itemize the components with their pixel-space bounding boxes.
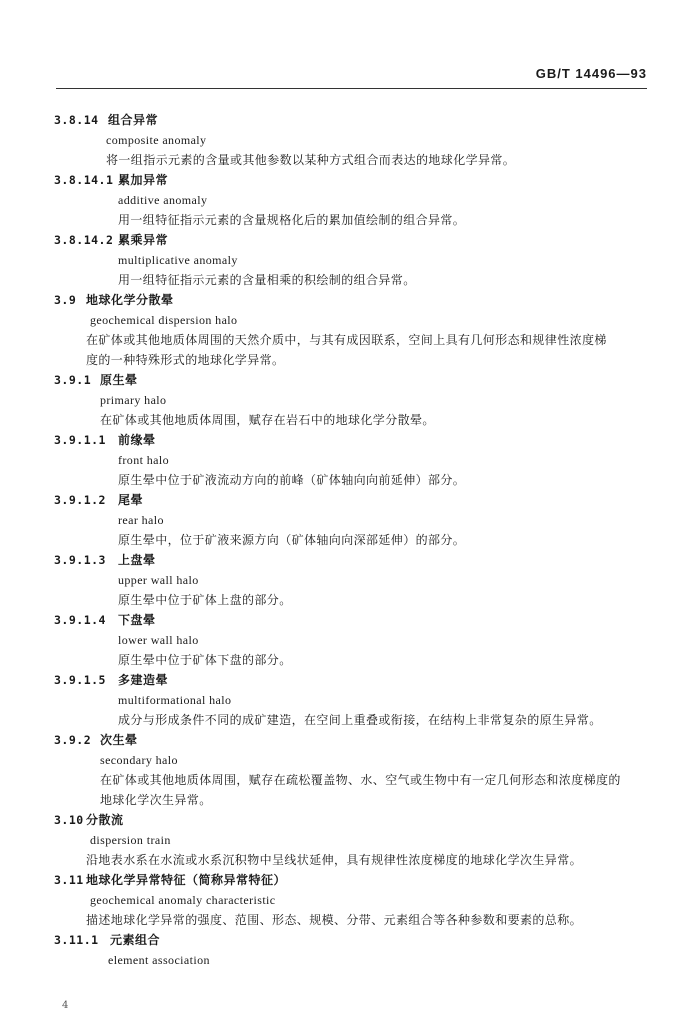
term-definition: 描述地球化学异常的强度、范围、形态、规模、分带、元素组合等各种参数和要素的总称。 — [86, 913, 583, 927]
term-english: geochemical anomaly characteristic — [90, 893, 276, 907]
term-entry — [0, 290, 689, 370]
term-entry — [0, 610, 689, 670]
term-line — [0, 670, 689, 690]
term-english-line — [0, 690, 689, 710]
term-definition: 原生晕中，位于矿液来源方向（矿体轴向向深部延伸）的部分。 — [118, 533, 466, 547]
page-number: 4 — [62, 1000, 69, 1011]
term-chinese: 原生晕 — [100, 373, 138, 387]
definition-line — [0, 770, 689, 790]
term-english-line — [0, 570, 689, 590]
term-entry — [0, 230, 689, 290]
definition-line — [0, 350, 689, 370]
term-english-line — [0, 190, 689, 210]
term-number: 3.11 — [54, 873, 84, 887]
term-number: 3.9.2 — [54, 733, 92, 747]
term-chinese: 元素组合 — [110, 933, 161, 947]
term-english-line — [0, 510, 689, 530]
term-chinese: 前缘晕 — [118, 433, 156, 447]
term-definition: 成分与形成条件不同的成矿建造，在空间上重叠或衔接，在结构上非常复杂的原生异常。 — [118, 713, 602, 727]
term-entry — [0, 490, 689, 550]
definition-line — [0, 470, 689, 490]
term-line — [0, 290, 689, 310]
term-line — [0, 550, 689, 570]
term-english-line — [0, 390, 689, 410]
term-entry — [0, 730, 689, 810]
term-english: upper wall halo — [118, 573, 199, 587]
term-definition: 地球化学次生异常。 — [100, 793, 212, 807]
term-entry — [0, 810, 689, 870]
term-definition: 用一组特征指示元素的含量相乘的积绘制的组合异常。 — [118, 273, 416, 287]
term-english: composite anomaly — [106, 133, 207, 147]
definition-line — [0, 710, 689, 730]
term-entry — [0, 930, 689, 970]
definition-line — [0, 270, 689, 290]
term-english-line — [0, 450, 689, 470]
term-entry — [0, 550, 689, 610]
term-english: lower wall halo — [118, 633, 199, 647]
term-english: additive anomaly — [118, 193, 208, 207]
term-definition: 原生晕中位于矿液流动方向的前峰（矿体轴向向前延伸）部分。 — [118, 473, 466, 487]
term-line — [0, 370, 689, 390]
term-line — [0, 810, 689, 830]
term-number: 3.9.1.4 — [54, 613, 106, 627]
term-definition: 沿地表水系在水流或水系沉积物中呈线状延伸，具有规律性浓度梯度的地球化学次生异常。 — [86, 853, 583, 867]
term-line — [0, 870, 689, 890]
term-english: rear halo — [118, 513, 164, 527]
term-line — [0, 170, 689, 190]
term-chinese: 组合异常 — [108, 113, 159, 127]
term-line — [0, 490, 689, 510]
term-english-line — [0, 750, 689, 770]
term-english: dispersion train — [90, 833, 171, 847]
header-rule — [56, 88, 647, 89]
term-entry — [0, 870, 689, 930]
term-chinese: 多建造晕 — [118, 673, 169, 687]
term-definition: 在矿体或其他地质体周围，赋存在岩石中的地球化学分散晕。 — [100, 413, 435, 427]
term-english-line — [0, 950, 689, 970]
term-entries — [0, 110, 689, 970]
definition-line — [0, 850, 689, 870]
term-definition: 原生晕中位于矿体下盘的部分。 — [118, 653, 292, 667]
term-english-line — [0, 310, 689, 330]
term-definition: 在矿体或其他地质体周围的天然介质中，与其有成因联系，空间上具有几何形态和规律性浓度梯 — [86, 333, 607, 347]
term-english-line — [0, 250, 689, 270]
definition-line — [0, 790, 689, 810]
term-line — [0, 230, 689, 250]
term-line — [0, 610, 689, 630]
definition-line — [0, 150, 689, 170]
term-number: 3.8.14.2 — [54, 233, 114, 247]
term-entry — [0, 430, 689, 490]
term-english-line — [0, 830, 689, 850]
term-chinese: 下盘晕 — [118, 613, 156, 627]
term-number: 3.9.1.1 — [54, 433, 106, 447]
term-chinese: 地球化学异常特征（简称异常特征） — [86, 873, 287, 887]
term-definition: 将一组指示元素的含量或其他参数以某种方式组合而表达的地球化学异常。 — [106, 153, 516, 167]
term-chinese: 累乘异常 — [118, 233, 169, 247]
term-definition: 在矿体或其他地质体周围，赋存在疏松覆盖物、水、空气或生物中有一定几何形态和浓度梯度的 — [100, 773, 621, 787]
term-entry — [0, 170, 689, 230]
term-line — [0, 930, 689, 950]
term-number: 3.9.1.3 — [54, 553, 106, 567]
definition-line — [0, 410, 689, 430]
definition-line — [0, 910, 689, 930]
term-number: 3.9 — [54, 293, 77, 307]
term-english: secondary halo — [100, 753, 178, 767]
term-line — [0, 730, 689, 750]
term-chinese: 分散流 — [86, 813, 124, 827]
term-line — [0, 430, 689, 450]
term-entry — [0, 110, 689, 170]
definition-line — [0, 590, 689, 610]
term-number: 3.8.14.1 — [54, 173, 114, 187]
term-english: multiplicative anomaly — [118, 253, 238, 267]
term-number: 3.9.1.5 — [54, 673, 106, 687]
term-english: front halo — [118, 453, 169, 467]
term-chinese: 上盘晕 — [118, 553, 156, 567]
term-english-line — [0, 130, 689, 150]
term-number: 3.9.1.2 — [54, 493, 106, 507]
term-definition: 原生晕中位于矿体上盘的部分。 — [118, 593, 292, 607]
definition-line — [0, 650, 689, 670]
term-number: 3.9.1 — [54, 373, 92, 387]
term-english-line — [0, 630, 689, 650]
term-english: primary halo — [100, 393, 167, 407]
definition-line — [0, 530, 689, 550]
standard-code-header: GB/T 14496—93 — [535, 66, 647, 81]
term-chinese: 地球化学分散晕 — [86, 293, 174, 307]
term-line — [0, 110, 689, 130]
term-english-line — [0, 890, 689, 910]
definition-line — [0, 210, 689, 230]
term-definition: 度的一种特殊形式的地球化学异常。 — [86, 353, 285, 367]
term-number: 3.10 — [54, 813, 84, 827]
term-english: element association — [108, 953, 210, 967]
term-definition: 用一组特征指示元素的含量规格化后的累加值绘制的组合异常。 — [118, 213, 466, 227]
term-number: 3.11.1 — [54, 933, 99, 947]
term-english: geochemical dispersion halo — [90, 313, 238, 327]
term-chinese: 次生晕 — [100, 733, 138, 747]
definition-line — [0, 330, 689, 350]
term-number: 3.8.14 — [54, 113, 99, 127]
term-chinese: 累加异常 — [118, 173, 169, 187]
term-english: multiformational halo — [118, 693, 232, 707]
term-chinese: 尾晕 — [118, 493, 144, 507]
term-entry — [0, 670, 689, 730]
term-entry — [0, 370, 689, 430]
